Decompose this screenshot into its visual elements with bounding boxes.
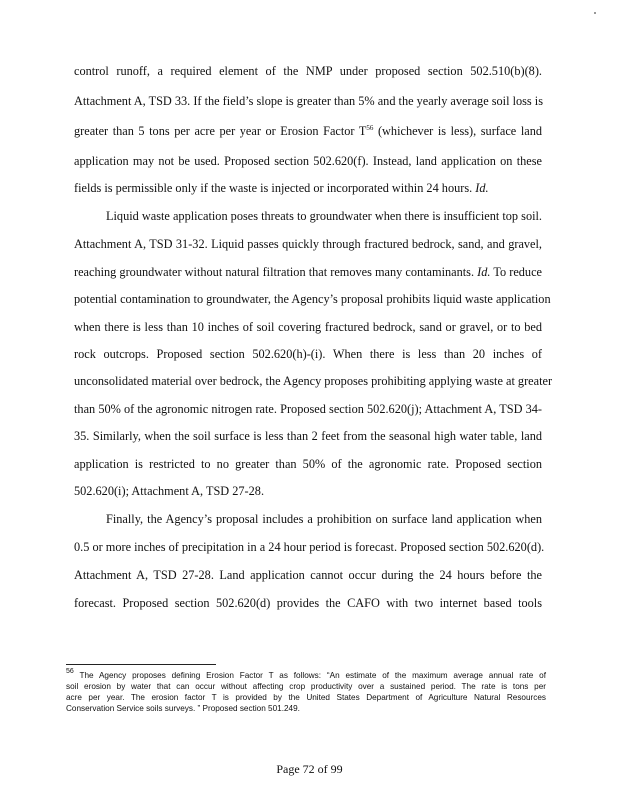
body-line-19: Attachment A, TSD 27-28. Land application cannot occur during the 24 hours before the	[74, 568, 542, 582]
body-line-7: Attachment A, TSD 31-32. Liquid passes quickly through fractured bedrock, sand, and gravel,	[74, 237, 542, 251]
body-line-12: unconsolidated material over bedrock, the Agency proposes prohibiting applying waste at greater	[74, 374, 553, 388]
body-line-2: Attachment A, TSD 33. If the field’s slope is greater than 5% and the yearly average soil loss is	[74, 94, 543, 108]
body-line-14: 35. Similarly, when the soil surface is less than 2 feet from the seasonal high water table, land	[74, 429, 542, 443]
footnote-number: 56	[66, 668, 74, 675]
body-line-8: reaching groundwater without natural filtration that removes many contaminants. Id. To reduce	[74, 265, 542, 279]
body-line-15: application is restricted to no greater than 50% of the agronomic rate. Proposed section	[74, 457, 542, 471]
body-line-18: 0.5 or more inches of precipitation in a 24 hour period is forecast. Proposed section 502.620(d).	[74, 540, 545, 554]
body-line-4: application may not be used. Proposed section 502.620(f). Instead, land application on these	[74, 154, 542, 168]
body-line-20: forecast. Proposed section 502.620(d) provides the CAFO with two internet based tools	[74, 596, 542, 610]
body-line-17: Finally, the Agency’s proposal includes a prohibition on surface land application when	[106, 512, 542, 526]
body-line-6: Liquid waste application poses threats to groundwater when there is insufficient top soil.	[106, 209, 542, 223]
footnote-line-4: Conservation Service soils surveys. ” Proposed section 501.249.	[66, 704, 300, 713]
body-line-3: greater than 5 tons per acre per year or Erosion Factor $T^{56}$ (whichever is less), surface land	[74, 124, 542, 138]
footnote-line-3: acre per year. The erosion factor T is provided by the United States Department of Agriculture Natural Resources	[66, 693, 546, 702]
body-line-11: rock outcrops. Proposed section 502.620(h)-(i). When there is less than 20 inches of	[74, 347, 542, 361]
footnote-line-2: soil erosion by water that can occur without affecting crop productivity over a sustained period. The rate is tons per	[66, 682, 546, 691]
body-line-16: 502.620(i); Attachment A, TSD 27-28.	[74, 484, 265, 498]
body-line-10: when there is less than 10 inches of soil covering fractured bedrock, sand or gravel, or to bed	[74, 320, 542, 334]
body-line-1: control runoff, a required element of the NMP under proposed section 502.510(b)(8).	[74, 64, 542, 78]
footnote-ref-56[interactable]: 56	[366, 124, 374, 132]
scan-speck	[594, 12, 596, 14]
body-line-5: fields is permissible only if the waste is injected or incorporated within 24 hours. Id.	[74, 181, 489, 195]
footnote-line-1: $^{56}$ The Agency proposes defining Erosion Factor T as follows: “An estimate of the maximum average annual rate of	[66, 668, 546, 680]
page-number: Page 72 of 99	[276, 762, 343, 776]
footnote-divider	[66, 664, 216, 665]
body-line-13: than 50% of the agronomic nitrogen rate. Proposed section 502.620(j); Attachment A, TSD 34-	[74, 402, 542, 416]
body-line-9: potential contamination to groundwater, the Agency’s proposal prohibits liquid waste application	[74, 292, 551, 306]
